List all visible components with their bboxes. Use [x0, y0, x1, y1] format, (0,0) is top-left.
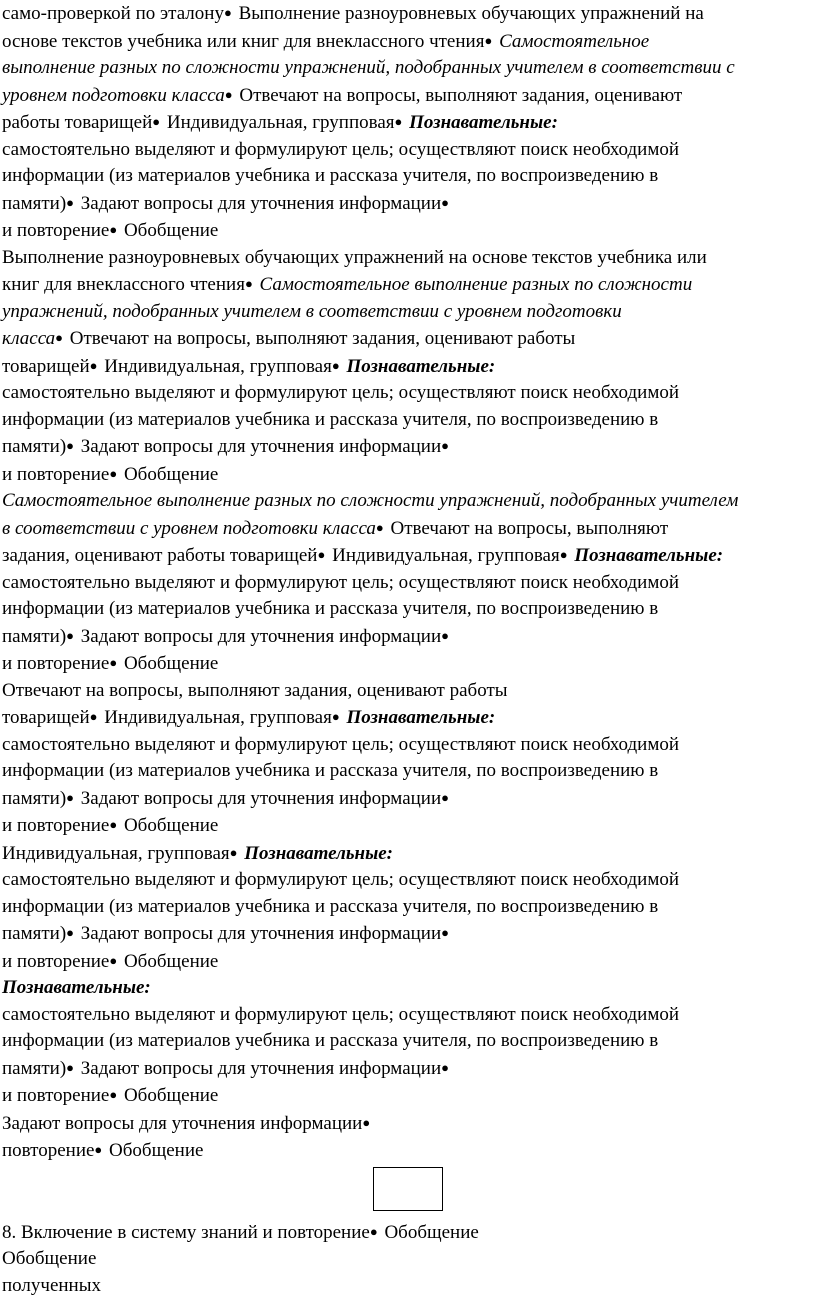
text-segment: Отвечают на вопросы, выполняют задания, оценивают работы — [2, 680, 508, 701]
bullet-icon: ● — [109, 1087, 117, 1102]
text-segment: товарищей — [2, 356, 90, 377]
text-line — [2, 271, 810, 299]
text-segment: информации (из материалов учебника и рассказа учителя, по воспроизведению в — [2, 1030, 658, 1051]
text-line — [2, 1110, 810, 1138]
text-line — [2, 840, 810, 868]
text-segment: Самостоятельное выполнение разных по сложности — [260, 274, 693, 295]
text-line — [2, 163, 810, 190]
text-segment: Обобщение — [119, 1085, 218, 1106]
text-segment: Обобщение — [119, 220, 218, 241]
text-segment: Обобщение — [119, 815, 218, 836]
text-segment: памяти) — [2, 788, 66, 809]
text-segment: самостоятельно выделяют и формулируют цель; осуществляют поиск необходимой — [2, 139, 679, 160]
text-segment: Отвечают на вопросы, выполняют — [386, 518, 668, 539]
text-segment: Задают вопросы для уточнения информации — [76, 626, 441, 647]
text-segment: памяти) — [2, 626, 66, 647]
text-segment: Выполнение разноуровневых обучающих упражнений на основе текстов учебника или — [2, 247, 707, 268]
section-label: Познавательные: — [346, 356, 495, 377]
bullet-icon: ● — [152, 114, 160, 129]
bullet-icon: ● — [224, 5, 232, 20]
text-segment: Обобщение — [104, 1140, 203, 1161]
text-block — [2, 678, 810, 840]
text-line — [2, 1055, 810, 1083]
text-segment: выполнение разных по сложности упражнений, подобранных учителем в соответствии с — [2, 57, 735, 78]
text-line — [2, 785, 810, 813]
text-segment: Выполнение разноуровневых обучающих упражнений на — [234, 3, 704, 24]
text-line — [2, 867, 810, 894]
text-line — [2, 109, 810, 137]
text-block — [2, 245, 810, 489]
bullet-icon: ● — [66, 438, 74, 453]
text-line — [2, 515, 810, 543]
text-segment: Индивидуальная, групповая — [162, 112, 394, 133]
text-segment: информации (из материалов учебника и рассказа учителя, по воспроизведению в — [2, 760, 658, 781]
text-segment: Обобщение — [119, 951, 218, 972]
bullet-icon: ● — [109, 655, 117, 670]
bullet-icon: ● — [484, 33, 492, 48]
bullet-icon: ● — [395, 114, 403, 129]
text-segment: в соответствии с уровнем подготовки класса — [2, 518, 376, 539]
text-segment: Самостоятельное выполнение разных по сложности упражнений, подобранных учителем — [2, 490, 738, 511]
bullet-icon: ● — [441, 925, 449, 940]
text-segment: Отвечают на вопросы, выполняют задания, оценивают — [235, 85, 683, 106]
text-segment: повторение — [2, 1140, 94, 1161]
text-segment: Обобщение — [380, 1222, 479, 1243]
text-segment: книг для внеклассного чтения — [2, 274, 245, 295]
bullet-icon: ● — [441, 1060, 449, 1075]
text-segment: и повторение — [2, 464, 109, 485]
text-line — [2, 623, 810, 651]
text-segment: Обобщение — [119, 464, 218, 485]
text-line — [2, 325, 810, 353]
text-line — [2, 55, 810, 82]
text-segment: упражнений, подобранных учителем в соответствии с уровнем подготовки — [2, 301, 622, 322]
text-line — [2, 190, 810, 218]
section-label: Познавательные: — [409, 112, 558, 133]
text-line — [2, 407, 810, 434]
bullet-icon: ● — [109, 953, 117, 968]
text-line — [2, 812, 810, 840]
document-body — [2, 0, 810, 1165]
text-segment: памяти) — [2, 1058, 66, 1079]
text-segment: Задают вопросы для уточнения информации — [76, 1058, 441, 1079]
bullet-icon: ● — [560, 547, 568, 562]
bullet-icon: ● — [90, 358, 98, 373]
text-line — [2, 353, 810, 381]
text-segment: Задают вопросы для уточнения информации — [2, 1113, 362, 1134]
text-segment: и повторение — [2, 220, 109, 241]
text-line — [2, 245, 810, 272]
text-segment: класса — [2, 328, 55, 349]
text-line — [2, 28, 810, 56]
bullet-icon: ● — [66, 628, 74, 643]
text-segment: информации (из материалов учебника и рассказа учителя, по воспроизведению в — [2, 165, 658, 186]
text-segment: Обобщение — [119, 653, 218, 674]
text-segment: памяти) — [2, 436, 66, 457]
text-line — [2, 461, 810, 489]
bullet-icon: ● — [332, 358, 340, 373]
text-line — [2, 1137, 810, 1165]
text-line — [2, 1002, 810, 1029]
bullet-icon: ● — [441, 790, 449, 805]
bullet-icon: ● — [225, 87, 233, 102]
bullet-icon: ● — [230, 845, 238, 860]
bullet-icon: ● — [109, 466, 117, 481]
text-segment: Задают вопросы для уточнения информации — [76, 788, 441, 809]
text-line — [2, 704, 810, 732]
text-segment: полученных — [2, 1275, 101, 1296]
text-line — [2, 217, 810, 245]
bullet-icon: ● — [109, 817, 117, 832]
text-line — [2, 894, 810, 921]
text-segment: самостоятельно выделяют и формулируют цель; осуществляют поиск необходимой — [2, 734, 679, 755]
text-segment: Индивидуальная, групповая — [327, 545, 559, 566]
text-line — [2, 948, 810, 976]
text-line — [2, 82, 810, 110]
text-line — [2, 920, 810, 948]
bullet-icon: ● — [362, 1115, 370, 1130]
section-label: Познавательные: — [574, 545, 723, 566]
text-line — [2, 488, 810, 515]
text-segment: работы товарищей — [2, 112, 152, 133]
text-segment: самостоятельно выделяют и формулируют цель; осуществляют поиск необходимой — [2, 869, 679, 890]
text-segment: памяти) — [2, 923, 66, 944]
text-segment: Обобщение — [2, 1248, 96, 1269]
text-line — [2, 542, 810, 570]
text-segment: само-проверкой по эталону — [2, 3, 224, 24]
bullet-icon: ● — [245, 276, 253, 291]
text-line — [2, 0, 810, 28]
text-line — [2, 678, 810, 705]
text-segment: Отвечают на вопросы, выполняют задания, оценивают работы — [65, 328, 575, 349]
text-line — [2, 380, 810, 407]
bullet-icon: ● — [66, 1060, 74, 1075]
section-label: Познавательные: — [2, 977, 151, 998]
text-block — [2, 0, 810, 245]
text-line — [2, 650, 810, 678]
text-segment: Индивидуальная, групповая — [2, 843, 230, 864]
text-segment: Индивидуальная, групповая — [99, 356, 331, 377]
text-line — [2, 1082, 810, 1110]
bullet-icon: ● — [376, 520, 384, 535]
text-segment: Индивидуальная, групповая — [99, 707, 331, 728]
text-segment: и повторение — [2, 1085, 109, 1106]
section-label: Познавательные: — [244, 843, 393, 864]
text-segment: самостоятельно выделяют и формулируют цель; осуществляют поиск необходимой — [2, 1004, 679, 1025]
section-label: Познавательные: — [346, 707, 495, 728]
text-block — [2, 840, 810, 976]
text-line — [2, 975, 810, 1002]
bullet-icon: ● — [66, 195, 74, 210]
text-segment: информации (из материалов учебника и рассказа учителя, по воспроизведению в — [2, 598, 658, 619]
bullet-icon: ● — [66, 925, 74, 940]
bullet-icon: ● — [317, 547, 325, 562]
text-segment: и повторение — [2, 815, 109, 836]
text-line — [2, 1219, 810, 1247]
text-segment: Самостоятельное — [499, 31, 649, 52]
bullet-icon: ● — [66, 790, 74, 805]
text-block — [2, 975, 810, 1110]
text-line — [2, 570, 810, 597]
text-segment: информации (из материалов учебника и рассказа учителя, по воспроизведению в — [2, 409, 658, 430]
bullet-icon: ● — [55, 330, 63, 345]
bullet-icon: ● — [90, 709, 98, 724]
text-block — [2, 1110, 810, 1165]
text-segment: товарищей — [2, 707, 90, 728]
text-line — [2, 1246, 810, 1273]
bullet-icon: ● — [332, 709, 340, 724]
bullet-icon: ● — [94, 1142, 102, 1157]
text-segment: информации (из материалов учебника и рассказа учителя, по воспроизведению в — [2, 896, 658, 917]
text-line — [2, 137, 810, 164]
text-segment: 8. Включение в систему знаний и повторение — [2, 1222, 370, 1243]
text-line — [2, 758, 810, 785]
text-segment: задания, оценивают работы товарищей — [2, 545, 317, 566]
text-segment: Задают вопросы для уточнения информации — [76, 193, 441, 214]
text-segment: Задают вопросы для уточнения информации — [76, 923, 441, 944]
text-block — [2, 488, 810, 678]
text-segment: и повторение — [2, 653, 109, 674]
text-line — [2, 1028, 810, 1055]
text-line — [2, 596, 810, 623]
text-segment: самостоятельно выделяют и формулируют цель; осуществляют поиск необходимой — [2, 382, 679, 403]
bullet-icon: ● — [370, 1224, 378, 1239]
empty-box — [373, 1167, 443, 1211]
bullet-icon: ● — [441, 195, 449, 210]
text-segment: уровнем подготовки класса — [2, 85, 225, 106]
text-line — [2, 1273, 810, 1299]
text-segment: самостоятельно выделяют и формулируют цель; осуществляют поиск необходимой — [2, 572, 679, 593]
text-segment: Задают вопросы для уточнения информации — [76, 436, 441, 457]
document-footer-section — [2, 1219, 810, 1299]
bullet-icon: ● — [441, 628, 449, 643]
text-segment: и повторение — [2, 951, 109, 972]
text-segment: основе текстов учебника или книг для внеклассного чтения — [2, 31, 484, 52]
bullet-icon: ● — [109, 222, 117, 237]
text-segment: памяти) — [2, 193, 66, 214]
text-line — [2, 433, 810, 461]
text-line — [2, 299, 810, 326]
text-line — [2, 732, 810, 759]
bullet-icon: ● — [441, 438, 449, 453]
